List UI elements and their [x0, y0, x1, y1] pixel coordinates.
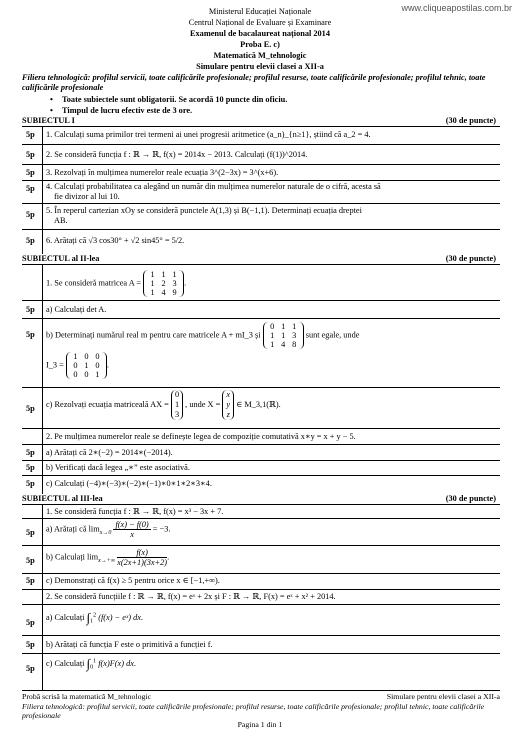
document-header	[0, 6, 520, 72]
divider	[22, 444, 500, 445]
vector-xyz: x y z	[222, 390, 234, 420]
points-s1q2: 5p	[26, 150, 35, 159]
divider	[22, 300, 500, 301]
points-s1q3: 5p	[26, 168, 35, 177]
instructions	[62, 95, 502, 116]
points-s1q4: 5p	[26, 184, 35, 193]
points-s3q2c: 5p	[26, 664, 35, 673]
divider	[22, 428, 500, 429]
points-s2q1a: 5p	[26, 305, 35, 314]
s3-q1c: c) Demonstrați că f(x) ≥ 5 pentru orice x ∈ [−1,+∞).	[46, 576, 220, 585]
s2-q1: 1. Se consideră matricea A = 1 1 1 1 2 3 1 4 9.	[46, 270, 187, 297]
divider	[22, 518, 500, 519]
divider	[22, 229, 500, 230]
s3-q1b: b) Calculați $\lim_{x\to+\infty}$ $\frac{f(x)}{x(2x+1)(3x+2)}$.	[46, 548, 170, 567]
instruction-2: • Timpul de lucru efectiv este de 3 ore.	[62, 106, 502, 117]
divider	[22, 460, 500, 461]
section-1-points: (30 de puncte)	[445, 116, 496, 125]
section-2-header	[22, 254, 500, 265]
points-s2q2c: 5p	[26, 479, 35, 488]
s2-q1b: b) Determinați numărul real m pentru care matricele A + mI_3 și 0 1 1 1 1 3 1 4 8 sunt egale, unde I_3 = 1 0 0 0 1 0 0 0 1.	[46, 322, 360, 379]
points-s1q5: 5p	[26, 210, 35, 219]
s2-q2a: a) Arătați că 2∗(−2) = 2014∗(−2014).	[46, 448, 173, 457]
section-1-title: SUBIECTUL I	[22, 116, 75, 125]
divider	[22, 604, 500, 605]
divider	[22, 180, 500, 181]
instruction-1: • Toate subiectele sunt obligatorii. Se acordă 10 puncte din oficiu.	[62, 95, 502, 106]
s1-q4: 4. Calculați probabilitatea ca alegând un număr din mulțimea numerelor naturale de o cifră, acesta să fie divizor al lui 10.	[46, 182, 381, 202]
exam-simulation: Simulare pentru elevii clasei a XII-a	[196, 62, 324, 71]
s2-q1c: c) Rezolvați ecuația matriceală AX = 0 1 3 , unde X = x y z ∈ M_3,1(ℝ).	[46, 390, 281, 419]
points-s3q2b: 5p	[26, 640, 35, 649]
footer-right: Simulare pentru elevii clasei a XII-a	[386, 692, 500, 701]
s1-q3: 3. Rezolvați în mulțimea numerelor reale ecuația 3^(2−3x) = 3^(x+6).	[46, 168, 279, 177]
divider	[22, 318, 500, 319]
points-s1q1: 5p	[26, 130, 35, 139]
points-s2q1b: 5p	[26, 330, 35, 339]
section-2-title: SUBIECTUL al II-lea	[22, 254, 100, 263]
matrix-a: 1 1 1 1 2 3 1 4 9	[143, 270, 184, 297]
section-2-points: (30 de puncte)	[445, 254, 496, 263]
footer-filiera: Filiera tehnologică: profilul servicii, toate calificările profesionale; profilul resurse, toate calificările profesionale; profilul tehnic, toate calificările profesionale	[22, 701, 485, 720]
s3-q2c: c) Calculați $\int_0^1$ f(x)F(x) dx.	[46, 656, 136, 671]
divider	[22, 387, 500, 388]
section-3-title: SUBIECTUL al III-lea	[22, 494, 103, 503]
s3-q1a: a) Arătați că $\lim_{x\to 0}$ $\frac{f(x) - f(0)}{x} = -3$.	[46, 520, 171, 539]
footer-left: Probă scrisă la matematică M_tehnologic	[22, 692, 152, 701]
points-s2q1c: 5p	[26, 404, 35, 413]
s1-q6: 6. Arătați că √3 cos30° + √2 sin45° = 5/2.	[46, 236, 185, 245]
exam-proba: Proba E. c)	[240, 40, 280, 49]
s1-q5: 5. În reperul cartezian xOy se consideră punctele A(1,3) și B(−1,1). Determinați ecuația dreptei AB.	[46, 206, 362, 226]
s2-q2b: b) Verificați dacă legea „∗” este asociativă.	[46, 463, 190, 472]
s2-q2c: c) Calculați (−4)∗(−3)∗(−2)∗(−1)∗0∗1∗2∗3∗4.	[46, 479, 212, 488]
page-number: Pagina 1 din 1	[237, 720, 283, 729]
divider	[22, 475, 500, 476]
divider	[22, 144, 500, 145]
s3-q1: 1. Se consideră funcția f : ℝ → ℝ, f(x) = x³ − 3x + 7.	[46, 507, 224, 516]
points-s2q2b: 5p	[26, 463, 35, 472]
s2-q2: 2. Pe mulțimea numerelor reale se definește legea de compoziție comutativă x∗y = x + y − 5.	[46, 432, 356, 441]
divider	[22, 203, 500, 204]
s2-q1a: a) Calculați det A.	[46, 305, 107, 314]
s3-q2a: a) Calculați $\int_1^2$ (f(x) − eˣ) dx.	[46, 610, 143, 625]
points-s3q2a: 5p	[26, 618, 35, 627]
vector-013: 0 1 3	[171, 390, 183, 420]
center: Centrul Național de Evaluare și Examinare	[188, 18, 332, 27]
watermark: www.cliqueapostilas.com.br	[401, 3, 512, 13]
section-1-header	[22, 116, 500, 127]
divider	[22, 545, 500, 546]
filiera: Filiera tehnologică: profilul servicii, toate calificările profesionale; profilul resurse, toate calificările profesionale; profilul tehnic, toate calificările profesionale	[22, 73, 486, 92]
points-s1q6: 5p	[26, 236, 35, 245]
points-s3q1b: 5p	[26, 556, 35, 565]
s3-q2b: b) Arătați că funcția F este o primitivă a funcției f.	[46, 640, 213, 649]
ministry: Ministerul Educației Naționale	[208, 7, 312, 16]
section-3-header	[22, 494, 500, 505]
points-s3q1c: 5p	[26, 576, 35, 585]
divider	[22, 635, 500, 636]
footer	[22, 692, 500, 721]
s1-q1: 1. Calculați suma primilor trei termeni ai unei progresii aritmetice (a_n)_{n≥1}, știind că a_2 = 4.	[46, 130, 371, 139]
points-s2q2a: 5p	[26, 448, 35, 457]
identity-matrix: 1 0 0 0 1 0 0 0 1	[66, 352, 107, 379]
s3-q2: 2. Se consideră funcțiile f : ℝ → ℝ, f(x) = eˣ + 2x și F : ℝ → ℝ, F(x) = eˣ + x² + 2014.	[46, 592, 336, 601]
divider	[22, 589, 500, 590]
matrix-b: 0 1 1 1 1 3 1 4 8	[263, 322, 304, 349]
divider	[22, 573, 500, 574]
section-3-points: (30 de puncte)	[445, 494, 496, 503]
exam-title: Examenul de bacalaureat național 2014	[190, 29, 330, 38]
s1-q2: 2. Se consideră funcția f : ℝ → ℝ, f(x) = 2014x − 2013. Calculați (f(1))^2014.	[46, 150, 308, 159]
exam-subject: Matematică M_tehnologic	[213, 51, 307, 60]
points-s3q1a: 5p	[26, 528, 35, 537]
divider	[22, 164, 500, 165]
footer-divider	[22, 690, 500, 691]
divider	[22, 653, 500, 654]
